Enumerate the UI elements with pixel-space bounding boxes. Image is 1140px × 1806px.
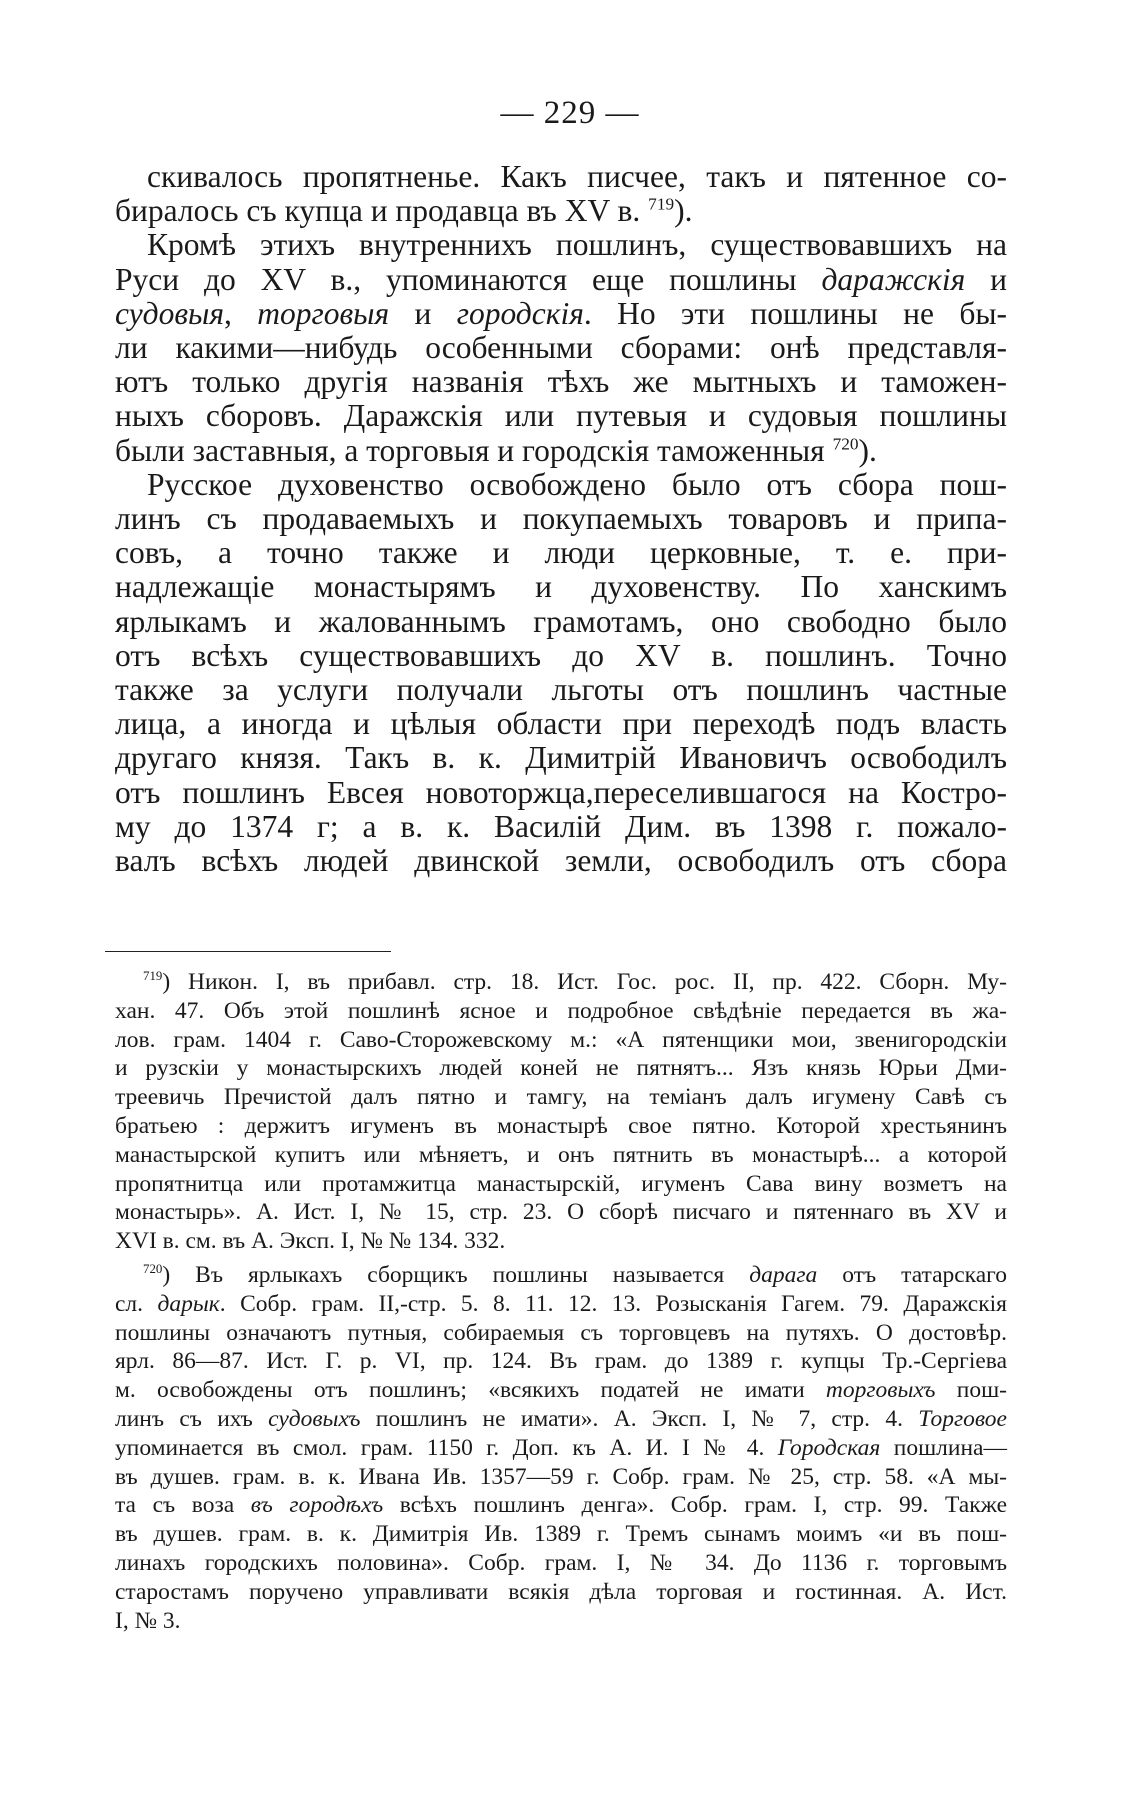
text-line	[115, 570, 1007, 604]
footnote-line	[115, 1463, 1007, 1492]
text-run: ярл. 86—87. Ист. Г. р. VI, пр. 124. Въ грам. до 1389 г. купцы Тр.-Сергіева	[115, 1348, 1007, 1375]
text-run: также за услуги получали льготы отъ пошлинъ частные	[115, 672, 1007, 708]
paragraph-2	[115, 228, 1007, 467]
text-run: пошлины означаютъ путныя, собираемыя съ торговцевъ на путяхъ. О достовѣр.	[115, 1319, 1007, 1346]
footnote-ref: 720	[143, 1261, 163, 1277]
text-run: линъ съ продаваемыхъ и покупаемыхъ товаровъ и припа-	[115, 501, 1007, 537]
footnote-line	[115, 1290, 1007, 1319]
text-run: м. освобождены отъ пошлинъ; «всякихъ податей не имати	[115, 1377, 826, 1404]
text-run: отъ пошлинъ Евсея новоторжца,переселившагося на Костро-	[115, 774, 1007, 810]
page-number: — 229 —	[500, 95, 640, 131]
text-run: и рузскіи у монастырскихъ людей коней не пятнятъ... Язъ князь Юрьи Дми-	[115, 1055, 1007, 1082]
text-run: надлежащіе монастырямъ и духовенству. По ханскимъ	[115, 569, 1007, 605]
italic-term: дарага	[749, 1261, 818, 1288]
text-line	[115, 331, 1007, 365]
footnote-line	[115, 1405, 1007, 1434]
text-run: ).	[858, 432, 877, 468]
footnote-line	[115, 1026, 1007, 1055]
text-run: старостамъ поручено управливати всякія дѣла торговая и гостинная. А. Ист.	[115, 1578, 1007, 1605]
text-line	[115, 194, 1007, 228]
text-line	[115, 434, 1007, 468]
italic-term: дарык	[157, 1290, 220, 1317]
text-run: му до 1374 г; а в. к. Василій Дим. въ 1398 г. пожало-	[115, 808, 1007, 844]
text-line	[115, 844, 1007, 878]
text-run: хан. 47. Объ этой пошлинѣ ясное и подробное свѣдѣніе передается въ жа-	[115, 997, 1007, 1024]
text-line	[115, 365, 1007, 399]
text-run: ныхъ сборовъ. Даражскія или путевыя и судовыя пошлины	[115, 398, 1007, 434]
text-line	[115, 263, 1007, 297]
text-line	[115, 605, 1007, 639]
text-run: Кромѣ этихъ внутреннихъ пошлинъ, существовавшихъ на	[147, 227, 1007, 263]
footnote-line	[115, 1112, 1007, 1141]
text-run: . Собр. грам. II,-стр. 5. 8. 11. 12. 13. Розысканія Гагем. 79. Даражскія	[219, 1290, 1007, 1317]
text-run: монастырь». А. Ист. I, № 15, стр. 23. О сборѣ писчаго и пятеннаго въ XV и	[115, 1199, 1007, 1226]
text-run: ) Никон. I, въ прибавл. стр. 18. Ист. Гос. рос. II, пр. 422. Сборн. Му-	[162, 969, 1007, 995]
text-run: линъ съ ихъ	[115, 1405, 269, 1432]
footnote-line	[115, 1227, 1007, 1256]
text-run: сл.	[115, 1290, 158, 1317]
text-run: ярлыкамъ и жалованнымъ грамотамъ, оно свободно было	[115, 603, 1007, 639]
text-line	[115, 228, 1007, 262]
italic-term: Городская	[777, 1434, 881, 1461]
main-text	[115, 160, 1007, 878]
footnote-line	[115, 1170, 1007, 1199]
text-line	[115, 502, 1007, 536]
text-run: и	[965, 261, 1007, 297]
footnote-line	[115, 1549, 1007, 1578]
footnote-ref: 719	[648, 194, 675, 214]
text-run: валъ всѣхъ людей двинской земли, освободилъ отъ сбора	[115, 843, 1007, 879]
text-run: въ душев. грам. в. к. Димитрія Ив. 1389 г. Тремъ сынамъ моимъ «и въ пош-	[115, 1521, 1007, 1548]
text-line	[115, 673, 1007, 707]
footnote-line	[115, 1607, 1007, 1636]
italic-term: торговыя	[257, 295, 390, 331]
text-run: та съ воза	[115, 1492, 251, 1519]
text-run: всѣхъ пошлинъ денга». Собр. грам. I, стр. 99. Также	[383, 1492, 1007, 1519]
text-run: ,	[224, 295, 258, 331]
text-line	[115, 297, 1007, 331]
footnote-720	[115, 1261, 1007, 1635]
text-run: . Но эти пошлины не бы-	[583, 295, 1008, 331]
text-line	[115, 399, 1007, 433]
footnote-line	[115, 1434, 1007, 1463]
paragraph-1	[115, 160, 1007, 228]
footnote-719	[115, 968, 1007, 1256]
text-run: биралось съ купца и продавца въ XV в.	[115, 193, 649, 229]
text-line	[115, 160, 1007, 194]
text-run: Русское духовенство освобождено было отъ сбора пош-	[147, 466, 1007, 502]
italic-term: Торговое	[918, 1405, 1007, 1432]
italic-term: судовыхъ	[268, 1405, 361, 1432]
text-line	[115, 536, 1007, 570]
text-run: лов. грам. 1404 г. Саво-Сторожевскому м.: «А пятенщики мои, звенигородскіи	[115, 1026, 1007, 1053]
italic-term: городскія	[456, 295, 584, 331]
text-line	[115, 741, 1007, 775]
text-run: пропятнитца или протамжитца манастырскій, игуменъ Сава вину возметъ на	[115, 1170, 1007, 1197]
text-run: братьею : держитъ игуменъ въ монастырѣ свое пятно. Которой хрестьянинъ	[115, 1112, 1007, 1139]
text-run: линахъ городскихъ половина». Собр. грам. I, № 34. До 1136 г. торговымъ	[115, 1549, 1007, 1576]
footnote-line	[115, 997, 1007, 1026]
text-run: ютъ только другія названія тѣхъ же мытныхъ и таможен-	[115, 364, 1007, 400]
text-line	[115, 639, 1007, 673]
text-run: Руси до XV в., упоминаются еще пошлины	[115, 261, 822, 297]
footnote-line	[115, 1083, 1007, 1112]
text-run: манастырской купитъ или мѣняетъ, и онъ пятнить въ монастырѣ... а которой	[115, 1141, 1007, 1168]
text-run: отъ всѣхъ существовавшихъ до XV в. пошлинъ. Точно	[115, 637, 1007, 673]
footnote-line	[115, 1376, 1007, 1405]
text-line	[115, 468, 1007, 502]
text-run: пошлина—	[880, 1434, 1007, 1461]
footnote-line	[115, 1054, 1007, 1083]
italic-term: даражскія	[821, 261, 966, 297]
footnote-ref: 720	[832, 434, 859, 454]
text-line	[115, 776, 1007, 810]
footnote-line	[115, 1520, 1007, 1549]
text-run: совъ, а точно также и люди церковные, т. е. при-	[115, 535, 1007, 571]
footnote-line	[115, 968, 1007, 997]
footnotes	[115, 968, 1007, 1635]
italic-term: въ городѣхъ	[250, 1492, 384, 1519]
footnote-line	[115, 1319, 1007, 1348]
paragraph-3	[115, 468, 1007, 878]
text-run: треевичь Пречистой далъ пятно и тамгу, на теміанъ далъ игумену Савѣ съ	[115, 1084, 1007, 1111]
footnote-ref: 719	[143, 968, 163, 984]
text-run: и	[389, 295, 457, 331]
text-line	[115, 810, 1007, 844]
italic-term: торговыхъ	[825, 1377, 936, 1404]
text-run: I, № 3.	[115, 1607, 181, 1634]
text-run: отъ татарскаго	[817, 1261, 1007, 1288]
footnote-line	[115, 1261, 1007, 1290]
footnote-line	[115, 1347, 1007, 1376]
text-run: XVI в. см. въ А. Эксп. I, № № 134. 332.	[115, 1228, 506, 1255]
text-run: ).	[674, 193, 693, 229]
text-run: другаго князя. Такъ в. к. Димитрій Ивановичъ освободилъ	[115, 740, 1007, 776]
footnote-line	[115, 1491, 1007, 1520]
italic-term: судовыя	[115, 295, 224, 331]
text-run: скивалось пропятненье. Какъ писчее, такъ и пятенное со-	[147, 159, 1007, 194]
text-run: лица, а иногда и цѣлыя области при переходѣ подъ власть	[115, 706, 1007, 742]
footnote-line	[115, 1578, 1007, 1607]
text-run: были заставныя, а торговыя и городскія таможенныя	[115, 432, 833, 468]
footnote-line	[115, 1141, 1007, 1170]
footnote-separator	[105, 951, 391, 952]
text-run: упоминается въ смол. грам. 1150 г. Доп. къ А. И. I № 4.	[115, 1434, 778, 1461]
text-run: ли какими—нибудь особенными сборами: онѣ представля-	[115, 330, 1007, 366]
footnote-line	[115, 1198, 1007, 1227]
text-run: пошлинъ не имати». А. Эксп. I, № 7, стр. 4.	[360, 1405, 919, 1432]
text-run: пош-	[935, 1377, 1008, 1404]
text-run: ) Въ ярлыкахъ сборщикъ пошлины называется	[162, 1261, 750, 1288]
text-run: въ душев. грам. в. к. Ивана Ив. 1357—59 г. Собр. грам. № 25, стр. 58. «А мы-	[115, 1463, 1007, 1490]
text-line	[115, 707, 1007, 741]
